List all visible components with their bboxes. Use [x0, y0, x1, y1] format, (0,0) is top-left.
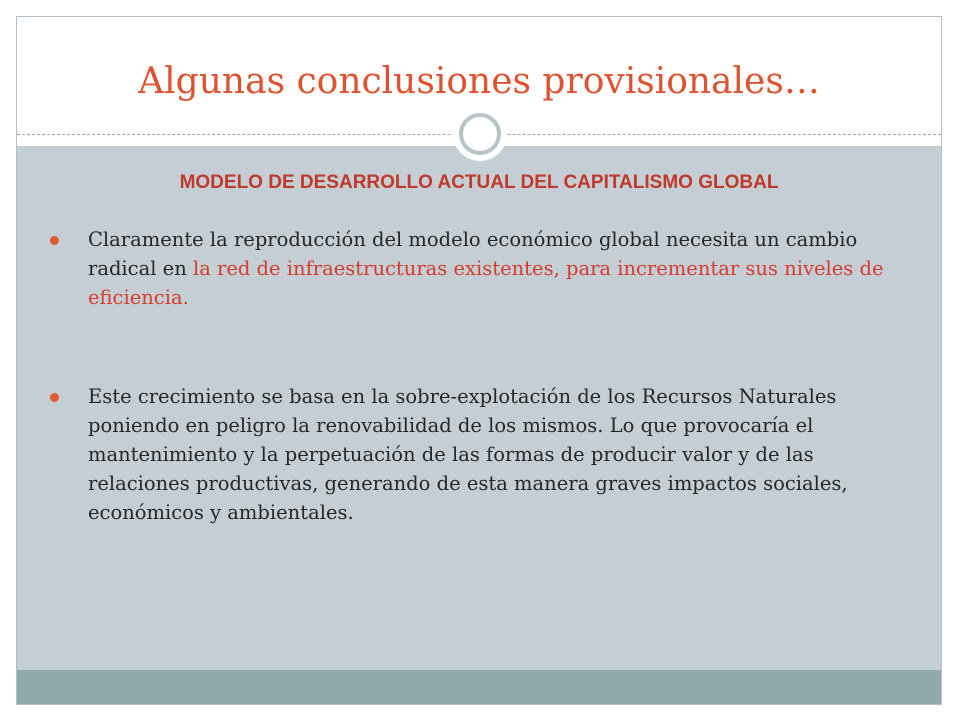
- divider-ring-icon: [459, 113, 501, 155]
- bullet-item: [50, 382, 910, 527]
- bullet-text-highlight: la red de infraestructuras existentes, para incrementar sus niveles de eficiencia.: [88, 257, 884, 309]
- bullet-dot-icon: [50, 393, 59, 402]
- slide-subtitle: MODELO DE DESARROLLO ACTUAL DEL CAPITALISMO GLOBAL: [179, 172, 779, 193]
- slide-title: Algunas conclusiones provisionales…: [138, 61, 820, 102]
- bullet-text: [88, 225, 910, 312]
- bullet-text: Este crecimiento se basa en la sobre-explotación de los Recursos Naturales poniendo en peligro la renovabilidad de los mismos. Lo que provocaría el mantenimiento y la perpetuación de las formas de producir valor y de las relaciones productivas, generando de esta manera graves impactos sociales, económicos y ambientales.: [88, 385, 848, 524]
- bullet-dot-icon: [50, 236, 59, 245]
- bullet-text-plain: Claramente la reproducción del modelo económico global necesita un cambio radical en: [88, 228, 858, 280]
- bullet-item: [50, 225, 910, 312]
